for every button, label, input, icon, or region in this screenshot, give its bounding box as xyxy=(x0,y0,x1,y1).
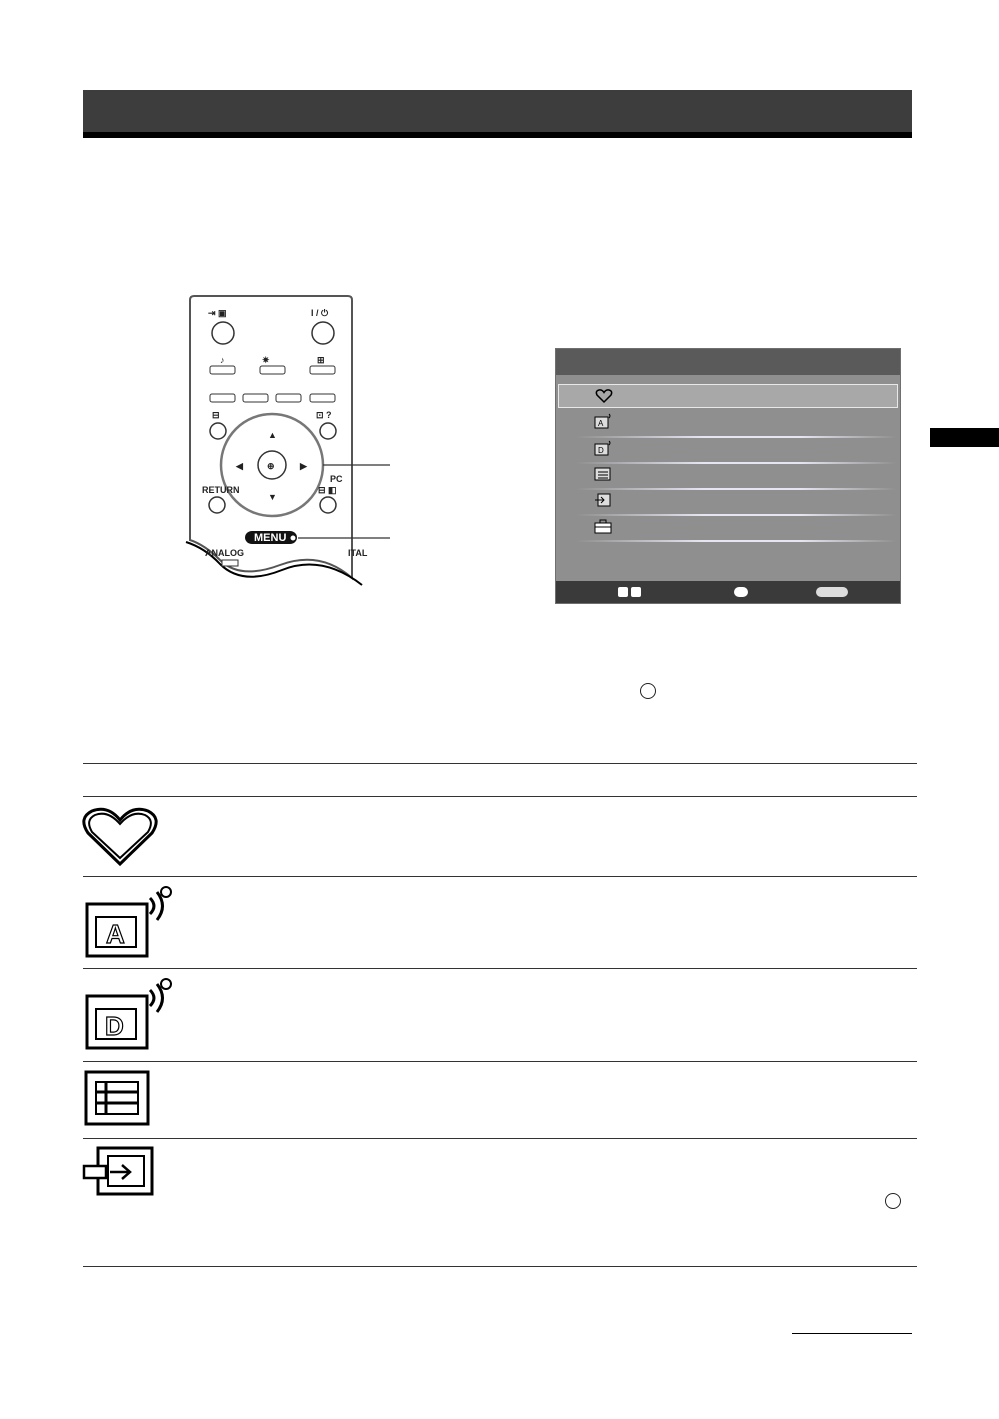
left-arrow-icon: ◀ xyxy=(236,461,243,471)
return-button[interactable] xyxy=(209,497,225,513)
info-icon: ⊡ ? xyxy=(316,410,332,420)
pc-icon: ⊟ ◧ xyxy=(318,485,337,495)
green-button[interactable] xyxy=(243,394,268,402)
sound-button[interactable] xyxy=(210,366,235,374)
teletext-icon: ⊟ xyxy=(212,410,220,420)
power-button[interactable] xyxy=(312,322,334,344)
svg-text:D: D xyxy=(105,1011,124,1041)
blue-button[interactable] xyxy=(310,394,335,402)
tv-menu-row-settings[interactable] xyxy=(558,515,898,539)
picture-icon: ✷ xyxy=(262,355,270,365)
yellow-button[interactable] xyxy=(276,394,301,402)
external-input-icon xyxy=(82,1146,156,1198)
table-rule-bottom xyxy=(83,1266,917,1267)
menu-button-label: MENU xyxy=(254,532,287,544)
digital-tv-icon xyxy=(84,976,176,1052)
tv-menu-title-bar xyxy=(556,349,900,375)
enter-icon: ⊕ xyxy=(267,461,275,471)
input-icon: ⇥ ▣ xyxy=(208,308,227,318)
power-label: I / ⏻ xyxy=(311,308,329,318)
tv-menu-row-external-input[interactable] xyxy=(558,489,898,513)
remote-control-illustration xyxy=(150,280,410,600)
up-arrow-icon xyxy=(618,587,628,597)
info-button[interactable] xyxy=(320,423,336,439)
table-rule-top xyxy=(83,763,917,764)
table-rule xyxy=(83,968,917,969)
svg-text:D: D xyxy=(598,446,604,455)
wide-icon: ⊞ xyxy=(317,355,325,365)
external-input-icon xyxy=(594,492,612,508)
svg-text:A: A xyxy=(106,919,125,949)
wide-button[interactable] xyxy=(310,366,335,374)
pc-button[interactable] xyxy=(320,497,336,513)
menu-pill-icon xyxy=(816,587,848,597)
svg-text:A: A xyxy=(598,419,604,428)
return-label: RETURN xyxy=(202,485,240,495)
pc-label: PC xyxy=(330,474,343,484)
program-list-icon xyxy=(594,466,612,482)
teletext-button[interactable] xyxy=(210,423,226,439)
tv-menu-footer xyxy=(556,581,900,603)
enter-icon xyxy=(734,587,748,597)
digital-tv-icon xyxy=(594,440,612,456)
header-rule xyxy=(83,132,912,138)
analog-tv-icon xyxy=(84,884,176,960)
down-arrow-icon: ▼ xyxy=(268,492,277,502)
enter-icon xyxy=(885,1193,901,1209)
tv-menu-screenshot xyxy=(555,348,901,604)
input-button[interactable] xyxy=(212,322,234,344)
tv-menu-row-program-list[interactable] xyxy=(558,463,898,487)
continued-rule xyxy=(792,1333,912,1334)
tv-menu-separator xyxy=(576,540,896,542)
down-arrow-icon xyxy=(631,587,641,597)
up-arrow-icon: ▲ xyxy=(268,430,277,440)
table-rule xyxy=(83,876,917,877)
picture-button[interactable] xyxy=(260,366,285,374)
heart-icon xyxy=(595,388,613,404)
analog-button[interactable] xyxy=(222,560,238,566)
enter-icon xyxy=(640,683,656,699)
digital-label: ITAL xyxy=(348,548,368,558)
toolbox-icon xyxy=(594,518,612,534)
tv-menu-row-favourites[interactable] xyxy=(558,384,898,408)
red-button[interactable] xyxy=(210,394,235,402)
analog-tv-icon xyxy=(594,413,612,429)
analog-label: ANALOG xyxy=(205,548,244,558)
heart-icon xyxy=(80,806,160,868)
side-index-tab xyxy=(930,428,999,447)
table-rule xyxy=(83,1061,917,1062)
program-list-icon xyxy=(84,1070,152,1128)
page-header-bar xyxy=(83,90,912,132)
table-rule xyxy=(83,796,917,797)
table-rule xyxy=(83,1138,917,1139)
sound-icon: ♪ xyxy=(220,355,225,365)
right-arrow-icon: ▶ xyxy=(300,461,307,471)
tv-menu-row-analog[interactable] xyxy=(558,410,898,434)
tv-menu-row-digital[interactable] xyxy=(558,437,898,461)
